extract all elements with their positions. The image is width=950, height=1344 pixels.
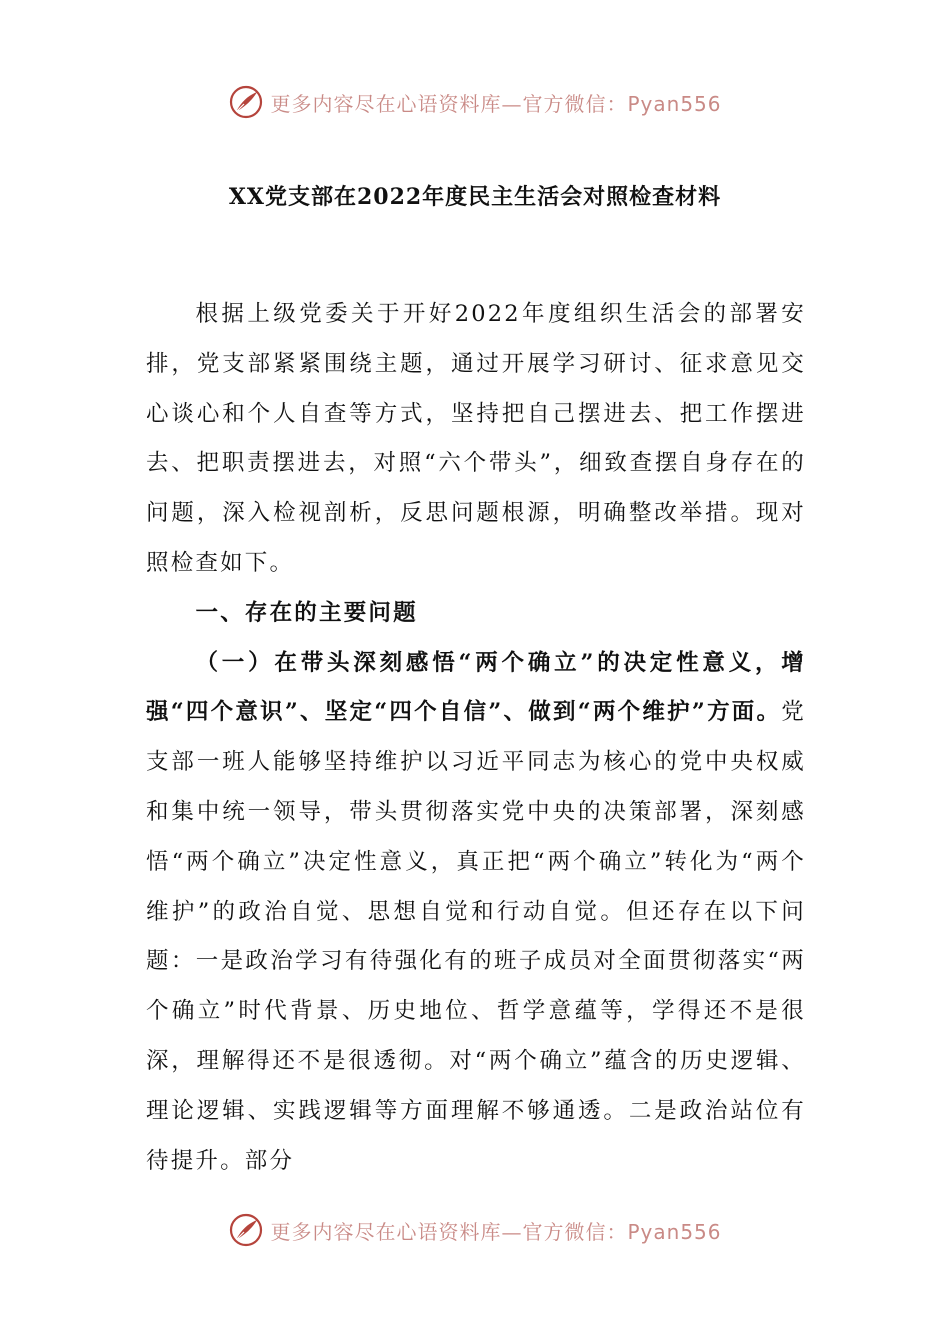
watermark-footer — [0, 1210, 950, 1250]
quill-logo-icon — [228, 84, 264, 120]
intro-paragraph: 根据上级党委关于开好2022年度组织生活会的部署安排，党支部紧紧围绕主题，通过开展学习研讨、征求意见交心谈心和个人自查等方式，坚持把自己摆进去、把工作摆进去、把职责摆进去，对照“六个带头”，细致查摆自身存在的问题，深入检视剖析，反思问题根源，明确整改举措。现对照检查如下。 — [146, 301, 806, 576]
section-1-heading: （一）在带头深刻感悟“两个确立”的决定性意义，增强“四个意识”、坚定“四个自信”、做到“两个维护”方面。 — [146, 649, 806, 726]
watermark-wechat-id: Pyan556 — [627, 1219, 722, 1244]
quill-logo-icon — [228, 1212, 264, 1248]
section-1-paragraph — [146, 639, 806, 1187]
watermark-header — [0, 82, 950, 122]
section-1-body: 党支部一班人能够坚持维护以习近平同志为核心的党中央权威和集中统一领导，带头贯彻落实党中央的决策部署，深刻感悟“两个确立”决定性意义，真正把“两个确立”转化为“两个维护”的政治自觉、思想自觉和行动自觉。但还存在以下问题：一是政治学习有待强化有的班子成员对全面贯彻落实“两个确立”时代背景、历史地位、哲学意蕴等，学得还不是很深，理解得还不是很透彻。对“两个确立”蕴含的历史逻辑、理论逻辑、实践逻辑等方面理解不够通透。二是政治站位有待提升。部分 — [146, 699, 806, 1174]
document-body — [146, 290, 806, 1186]
document-title: XX党支部在2022年度民主生活会对照检查材料 — [228, 184, 722, 210]
section-heading-main-problems: 一、存在的主要问题 — [195, 599, 418, 626]
watermark-text: 更多内容尽在心语资料库—官方微信： — [270, 1219, 628, 1244]
watermark-text: 更多内容尽在心语资料库—官方微信： — [270, 91, 628, 116]
watermark-wechat-id: Pyan556 — [627, 91, 722, 116]
